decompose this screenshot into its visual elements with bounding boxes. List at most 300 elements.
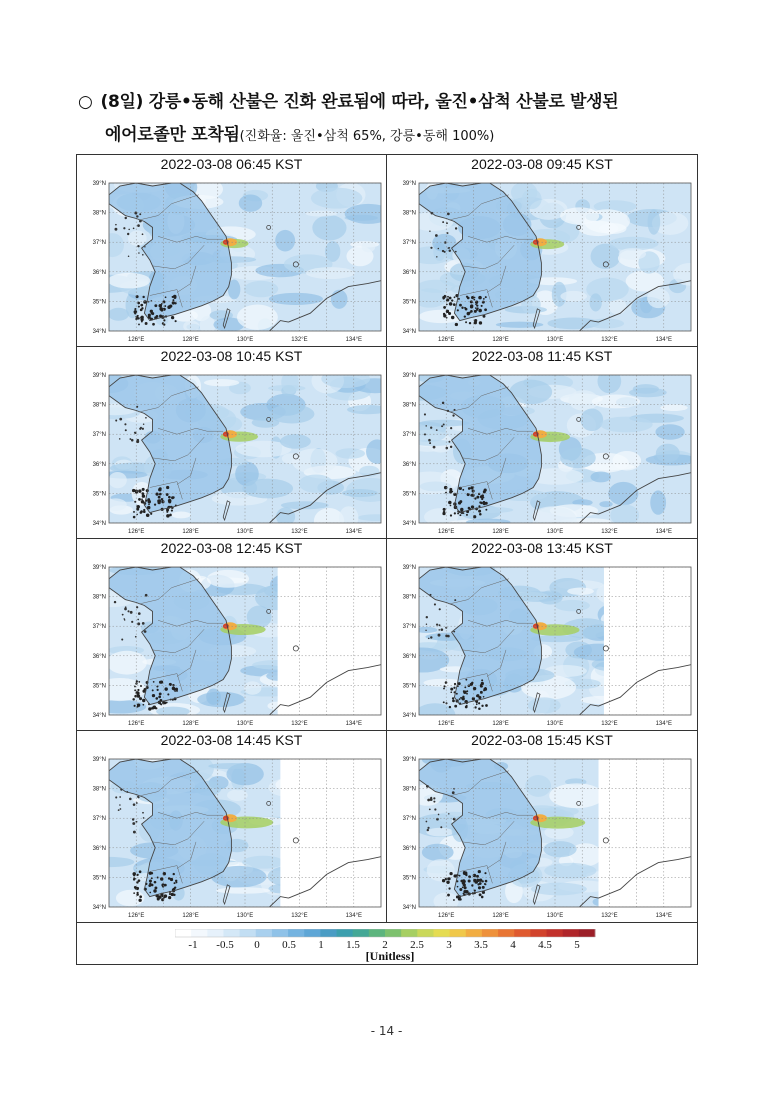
island-dot xyxy=(137,245,139,247)
island-dot xyxy=(458,682,461,685)
latitude-label: 38°N xyxy=(402,402,416,409)
island-dot xyxy=(438,629,440,631)
aerosol-patch xyxy=(544,863,596,879)
island-dot xyxy=(481,305,483,307)
island-dot xyxy=(142,296,144,298)
island-dot xyxy=(438,814,440,816)
island-dot xyxy=(443,511,446,514)
longitude-label: 132°E xyxy=(601,529,618,535)
colorbar-tick-label: 2 xyxy=(382,939,388,951)
island-dot xyxy=(427,827,429,829)
island-dot xyxy=(160,681,163,684)
island-dot xyxy=(474,321,477,324)
island-dot xyxy=(133,803,136,806)
island-dot xyxy=(429,808,431,810)
aerosol-patch xyxy=(422,844,454,861)
aerosol-patch xyxy=(528,697,561,713)
island-dot xyxy=(171,316,174,319)
colorbar-tick-label: 0.5 xyxy=(282,939,296,951)
island-dot xyxy=(478,870,481,873)
island-dot xyxy=(139,213,141,215)
island-dot xyxy=(459,875,461,877)
aerosol-patch xyxy=(183,321,199,333)
island-dot xyxy=(154,503,156,505)
island-dot xyxy=(453,899,455,901)
island-dot xyxy=(159,493,162,496)
island-dot xyxy=(448,501,451,504)
latitude-label: 39°N xyxy=(402,565,416,571)
aerosol-patch xyxy=(107,651,147,675)
island-dot xyxy=(466,693,468,695)
aerosol-patch xyxy=(555,600,590,611)
aerosol-patch xyxy=(543,841,576,857)
island-dot xyxy=(443,423,445,425)
island-dot xyxy=(123,227,125,229)
island-dot xyxy=(453,303,456,306)
island-dot xyxy=(470,300,473,303)
island-dot xyxy=(450,427,452,429)
island-dot xyxy=(138,489,141,492)
island-dot xyxy=(433,801,435,803)
longitude-label: 130°E xyxy=(236,913,254,919)
island-dot xyxy=(153,889,156,892)
island-dot xyxy=(143,300,146,303)
no-data-region xyxy=(604,567,691,715)
island-dot xyxy=(151,312,153,314)
island-dot xyxy=(424,413,426,415)
island-dot xyxy=(152,323,155,326)
island-dot xyxy=(478,510,481,513)
island-dot xyxy=(131,439,134,442)
latitude-label: 35°N xyxy=(402,875,416,882)
island-dot xyxy=(164,305,166,307)
island-dot xyxy=(150,513,152,515)
island-dot xyxy=(438,634,441,637)
colorbar-segment xyxy=(514,929,531,937)
island-dot xyxy=(463,893,465,895)
latitude-label: 35°N xyxy=(92,683,106,690)
island-dot xyxy=(478,886,481,889)
longitude-label: 128°E xyxy=(182,529,199,535)
colorbar-segment xyxy=(320,929,337,937)
island-dot xyxy=(145,594,148,597)
colorbar-segment xyxy=(191,929,208,937)
island-dot xyxy=(114,228,117,231)
island-dot xyxy=(474,497,476,499)
island-dot xyxy=(137,315,139,317)
island-dot xyxy=(136,215,138,217)
colorbar-tick-label: -1 xyxy=(188,939,198,951)
island-dot xyxy=(167,305,171,309)
aerosol-patch xyxy=(244,681,262,694)
island-dot xyxy=(128,255,130,257)
aerosol-patch xyxy=(244,281,278,297)
island-dot xyxy=(443,688,445,690)
island-dot xyxy=(156,686,158,688)
island-dot xyxy=(140,316,143,319)
island-dot xyxy=(428,439,431,442)
aerosol-patch xyxy=(216,887,270,894)
island-dot xyxy=(467,312,470,315)
island-dot xyxy=(444,486,447,489)
section-heading xyxy=(78,90,718,149)
latitude-label: 34°N xyxy=(402,713,416,719)
aerosol-map xyxy=(77,539,387,731)
island-dot xyxy=(445,702,447,704)
island-dot xyxy=(135,318,137,320)
longitude-label: 126°E xyxy=(437,529,455,535)
island-dot xyxy=(466,690,468,692)
island-dot xyxy=(436,256,437,257)
latitude-label: 36°N xyxy=(402,269,416,276)
island-dot xyxy=(452,414,454,416)
longitude-label: 128°E xyxy=(492,721,509,727)
island-dot xyxy=(441,628,444,631)
island-dot xyxy=(448,813,449,814)
island-dot xyxy=(127,610,129,612)
latitude-label: 37°N xyxy=(402,624,416,631)
island-dot xyxy=(463,880,466,883)
island-dot xyxy=(427,799,430,802)
latitude-label: 39°N xyxy=(402,373,416,379)
island-dot xyxy=(433,446,436,449)
island-dot xyxy=(434,603,436,605)
island-dot xyxy=(122,614,124,616)
aerosol-map xyxy=(387,347,697,539)
island-dot xyxy=(140,308,143,311)
island-dot xyxy=(425,630,426,631)
island-dot xyxy=(454,296,456,298)
aerosol-patch xyxy=(656,444,680,463)
island-dot xyxy=(152,694,155,697)
island-dot xyxy=(134,310,138,314)
island-dot xyxy=(154,881,157,884)
colorbar-segment xyxy=(175,929,192,937)
island-dot xyxy=(149,880,152,883)
latitude-label: 39°N xyxy=(402,181,416,187)
colorbar-tick-label: 3 xyxy=(446,939,452,951)
island-dot xyxy=(136,881,138,883)
no-data-region xyxy=(599,759,691,907)
latitude-label: 35°N xyxy=(402,299,416,306)
island-dot xyxy=(143,509,145,511)
colorbar-segment xyxy=(579,929,596,937)
island-dot xyxy=(161,498,164,501)
island-dot xyxy=(442,402,444,404)
latitude-label: 36°N xyxy=(92,845,106,852)
longitude-label: 130°E xyxy=(546,337,564,343)
latitude-label: 38°N xyxy=(402,786,416,793)
aerosol-patch xyxy=(619,248,646,260)
island-dot xyxy=(472,489,475,492)
colorbar-unit-label: [Unitless] xyxy=(365,949,415,963)
island-dot xyxy=(140,427,142,429)
island-dot xyxy=(168,896,171,899)
heading-text-2: 에어로졸만 포착됨 xyxy=(105,125,240,145)
island-dot xyxy=(136,514,138,516)
island-dot xyxy=(449,302,453,306)
island-dot xyxy=(148,707,151,710)
colorbar-segment xyxy=(272,929,289,937)
island-dot xyxy=(464,886,467,889)
island-dot xyxy=(452,697,454,699)
island-dot xyxy=(124,423,126,425)
colorbar-legend xyxy=(175,929,605,963)
colorbar-segment xyxy=(304,929,321,937)
island-dot xyxy=(138,612,141,615)
island-dot xyxy=(138,324,140,326)
island-dot xyxy=(425,425,427,427)
longitude-label: 134°E xyxy=(345,337,363,343)
aerosol-patch xyxy=(560,448,596,469)
latitude-label: 34°N xyxy=(92,329,106,335)
island-dot xyxy=(115,224,117,226)
island-dot xyxy=(166,486,169,489)
aerosol-patch xyxy=(311,188,362,209)
island-dot xyxy=(480,691,483,694)
longitude-label: 128°E xyxy=(182,913,199,919)
island-dot xyxy=(436,624,438,626)
island-dot xyxy=(458,898,461,901)
island-dot xyxy=(120,808,122,810)
aerosol-patch xyxy=(522,189,542,209)
latitude-label: 38°N xyxy=(92,594,106,601)
island-dot xyxy=(166,514,170,518)
island-dot xyxy=(137,874,139,876)
latitude-label: 34°N xyxy=(92,713,106,719)
island-dot xyxy=(428,638,430,640)
island-dot xyxy=(138,796,140,798)
island-dot xyxy=(138,306,140,308)
latitude-label: 34°N xyxy=(92,905,106,911)
island-dot xyxy=(143,424,144,425)
island-dot xyxy=(159,692,162,695)
island-dot xyxy=(424,433,426,435)
island-dot xyxy=(449,488,452,491)
longitude-label: 134°E xyxy=(655,337,673,343)
island-dot xyxy=(115,796,117,798)
island-dot xyxy=(171,893,174,896)
colorbar-segment xyxy=(207,929,224,937)
island-dot xyxy=(477,883,479,885)
island-dot xyxy=(136,508,139,511)
aerosol-patch xyxy=(275,230,295,252)
island-dot xyxy=(162,300,165,303)
island-dot xyxy=(141,321,143,323)
colorbar-segment xyxy=(385,929,402,937)
island-dot xyxy=(474,310,477,313)
island-dot xyxy=(485,502,488,505)
longitude-label: 130°E xyxy=(236,721,254,727)
aerosol-patch xyxy=(560,207,599,224)
island-dot xyxy=(166,511,168,513)
island-dot xyxy=(456,693,458,695)
longitude-label: 134°E xyxy=(345,529,363,535)
island-dot xyxy=(481,498,483,500)
island-dot xyxy=(478,296,482,300)
island-dot xyxy=(442,879,445,882)
island-dot xyxy=(430,636,432,638)
latitude-label: 34°N xyxy=(402,329,416,335)
island-dot xyxy=(132,489,135,492)
island-dot xyxy=(148,503,150,505)
latitude-label: 36°N xyxy=(402,461,416,468)
island-dot xyxy=(477,307,479,309)
island-dot xyxy=(465,679,467,681)
island-dot xyxy=(467,297,470,300)
island-dot xyxy=(447,894,450,897)
map-panel xyxy=(77,539,387,731)
island-dot xyxy=(441,425,443,427)
island-dot xyxy=(146,514,150,518)
longitude-label: 128°E xyxy=(182,721,199,727)
island-dot xyxy=(125,429,127,431)
latitude-label: 34°N xyxy=(402,521,416,527)
island-dot xyxy=(171,509,173,511)
island-dot xyxy=(478,309,482,313)
island-dot xyxy=(161,898,164,901)
island-dot xyxy=(158,695,161,698)
island-dot xyxy=(148,314,151,317)
island-dot xyxy=(148,500,151,503)
map-panel xyxy=(387,539,697,731)
aerosol-patch xyxy=(237,305,278,330)
colorbar-tick-label: 0 xyxy=(254,939,260,951)
longitude-label: 130°E xyxy=(546,913,564,919)
latitude-label: 35°N xyxy=(402,491,416,498)
aerosol-patch xyxy=(362,241,376,252)
island-dot xyxy=(158,499,161,502)
colorbar-segment xyxy=(353,929,370,937)
island-dot xyxy=(132,822,135,825)
aerosol-patch xyxy=(227,789,248,801)
island-dot xyxy=(136,893,139,896)
island-dot xyxy=(134,689,136,691)
island-dot xyxy=(484,488,487,491)
island-dot xyxy=(165,296,167,298)
island-dot xyxy=(119,438,121,440)
colorbar-segment xyxy=(288,929,305,937)
island-dot xyxy=(471,505,474,508)
island-dot xyxy=(152,689,154,691)
aerosol-map xyxy=(77,731,387,923)
island-dot xyxy=(484,308,487,311)
map-panel xyxy=(387,155,697,347)
island-dot xyxy=(429,442,431,444)
aerosol-patch xyxy=(590,472,611,483)
island-dot xyxy=(167,693,169,695)
colorbar xyxy=(175,929,605,951)
page-number: - 14 - xyxy=(370,1024,403,1038)
longitude-label: 126°E xyxy=(437,721,455,727)
colorbar-tick-label: 4.5 xyxy=(538,939,552,951)
panel-timestamp: 2022-03-08 09:45 KST xyxy=(471,156,613,172)
island-dot xyxy=(135,682,137,684)
island-dot xyxy=(485,883,487,885)
island-dot xyxy=(451,316,454,319)
island-dot xyxy=(476,703,478,705)
island-dot xyxy=(455,227,457,229)
island-dot xyxy=(475,307,477,309)
island-dot xyxy=(158,496,161,499)
aerosol-patch xyxy=(197,692,244,707)
island-dot xyxy=(159,304,163,308)
island-dot xyxy=(129,438,131,440)
longitude-label: 130°E xyxy=(236,337,254,343)
colorbar-tick-label: 4 xyxy=(510,939,516,951)
longitude-label: 128°E xyxy=(492,529,509,535)
colorbar-tick-label: 5 xyxy=(574,939,580,951)
latitude-label: 39°N xyxy=(92,757,106,763)
island-dot xyxy=(460,508,463,511)
island-dot xyxy=(175,320,177,322)
longitude-label: 126°E xyxy=(127,913,145,919)
longitude-label: 132°E xyxy=(291,337,308,343)
island-dot xyxy=(157,897,160,900)
island-dot xyxy=(465,890,469,894)
island-dot xyxy=(176,690,178,692)
aerosol-patch xyxy=(239,195,262,212)
aerosol-patch xyxy=(433,892,458,910)
aerosol-patch xyxy=(108,308,129,321)
island-dot xyxy=(142,704,144,706)
colorbar-tick-label: 1 xyxy=(318,939,324,951)
island-dot xyxy=(447,212,450,215)
island-dot xyxy=(468,487,471,490)
aerosol-patch xyxy=(312,215,346,240)
island-dot xyxy=(138,252,140,254)
longitude-label: 126°E xyxy=(437,913,455,919)
island-dot xyxy=(168,499,172,503)
latitude-label: 36°N xyxy=(92,269,106,276)
aerosol-patch xyxy=(306,211,338,217)
island-dot xyxy=(155,697,158,700)
latitude-label: 35°N xyxy=(402,683,416,690)
latitude-label: 35°N xyxy=(92,491,106,498)
latitude-label: 36°N xyxy=(402,845,416,852)
aerosol-patch xyxy=(560,291,587,302)
island-dot xyxy=(446,304,448,306)
island-dot xyxy=(446,881,449,884)
island-dot xyxy=(153,681,155,683)
island-dot xyxy=(476,496,479,499)
island-dot xyxy=(468,875,471,878)
island-dot xyxy=(151,707,154,710)
island-dot xyxy=(137,694,140,697)
island-dot xyxy=(138,681,140,683)
island-dot xyxy=(468,880,471,883)
island-dot xyxy=(154,304,157,307)
island-dot xyxy=(161,500,164,503)
island-dot xyxy=(134,878,136,880)
island-dot xyxy=(481,705,483,707)
island-dot xyxy=(458,298,460,300)
aerosol-patch xyxy=(104,498,126,510)
island-dot xyxy=(478,702,480,704)
colorbar-tick-label: -0.5 xyxy=(216,939,234,951)
latitude-label: 38°N xyxy=(92,210,106,217)
island-dot xyxy=(482,886,485,889)
longitude-label: 126°E xyxy=(127,529,145,535)
map-panel xyxy=(77,731,387,923)
island-dot xyxy=(119,796,121,798)
island-dot xyxy=(440,826,442,828)
island-dot xyxy=(470,494,473,497)
latitude-label: 35°N xyxy=(92,299,106,306)
island-dot xyxy=(430,427,432,429)
longitude-label: 130°E xyxy=(546,721,564,727)
aerosol-patch xyxy=(599,223,626,234)
